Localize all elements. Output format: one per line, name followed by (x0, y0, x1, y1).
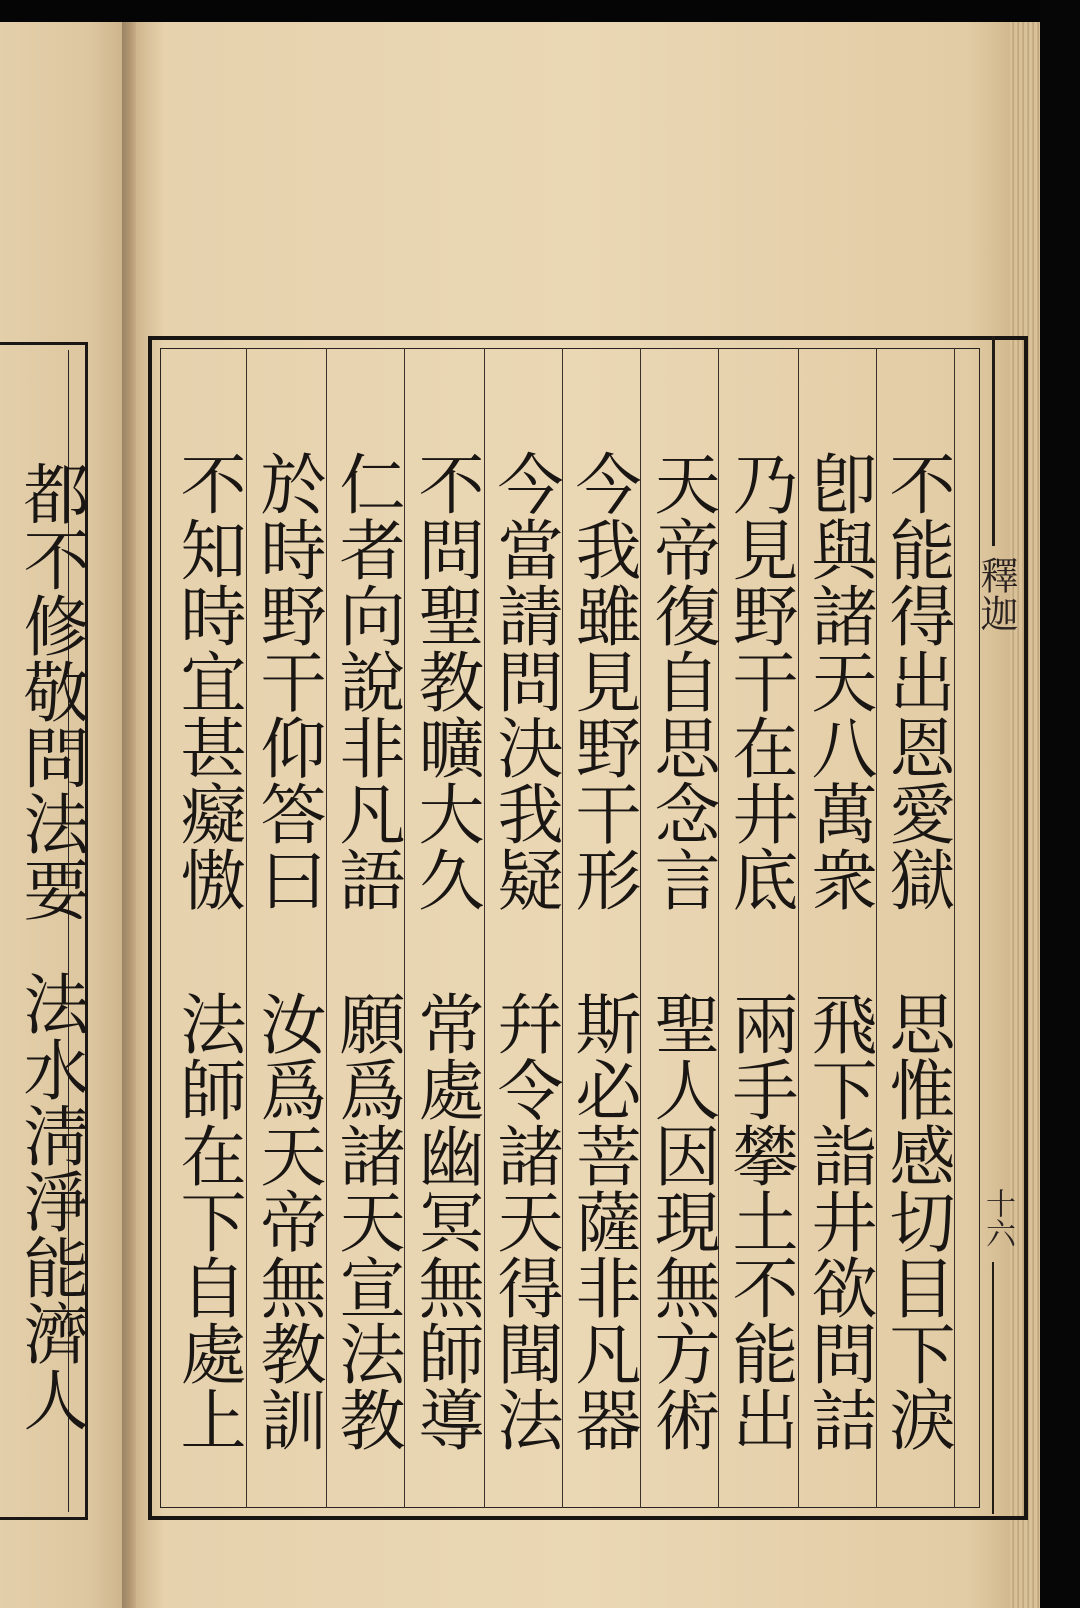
text-column-5-lower: 斯必菩薩非凡器 (564, 990, 641, 1452)
column-rule (246, 348, 247, 1508)
text-column-7-lower: 常處幽冥無師導 (407, 990, 484, 1452)
text-column-8-upper: 仁者向說非凡語 (328, 450, 405, 912)
text-column-3-upper: 乃見野干在井底 (721, 450, 798, 912)
text-column-1-lower: 思惟感切目下淚 (878, 990, 955, 1452)
scan-border-top (0, 0, 1080, 22)
text-column-1-upper: 不能得出恩愛獄 (878, 450, 955, 912)
text-column-4-upper: 天帝復自思念言 (643, 450, 720, 912)
text-column-8-lower: 願爲諸天宣法教 (328, 990, 405, 1452)
page-gutter (122, 22, 136, 1608)
text-column-2-lower: 飛下詣井欲問詰 (800, 990, 877, 1452)
text-column-2-upper: 卽與諸天八萬衆 (800, 450, 877, 912)
text-column-6-lower: 幷令諸天得聞法 (486, 990, 563, 1452)
text-column-9-lower: 汝爲天帝無教訓 (249, 990, 326, 1452)
text-column-5-upper: 今我雖見野干形 (564, 450, 641, 912)
text-column-9-upper: 於時野干仰答曰 (249, 450, 326, 912)
text-column-4-lower: 聖人因現無方術 (643, 990, 720, 1452)
scan-border-right (1040, 0, 1080, 1608)
text-column-6-upper: 今當請問決我疑 (486, 450, 563, 912)
previous-page-column-upper: 都不修敬問法要 (12, 460, 89, 922)
text-column-3-lower: 兩手攀土不能出 (721, 990, 798, 1452)
margin-lower-rule (992, 1262, 994, 1514)
text-column-7-upper: 不問聖教曠大久 (407, 450, 484, 912)
text-column-10-lower: 法師在下自處上 (169, 990, 246, 1452)
previous-page-column-lower: 法水淸淨能濟人 (12, 970, 89, 1432)
text-column-10-upper: 不知時宜甚癡慠 (169, 450, 246, 912)
margin-title: 釋迦 (974, 556, 1018, 632)
margin-fish-tail-rule (992, 336, 995, 546)
margin-page-number: 十六 (980, 1188, 1015, 1248)
